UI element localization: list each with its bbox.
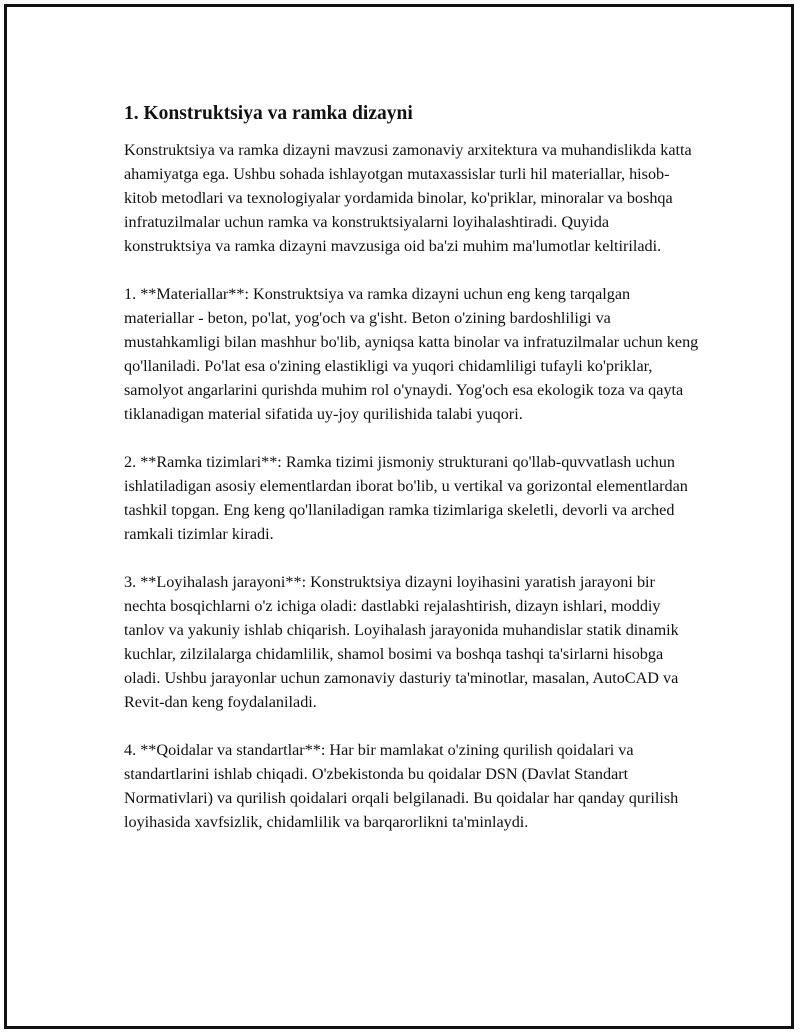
section-heading: 1. Konstruktsiya va ramka dizayni bbox=[124, 103, 413, 124]
design-process-paragraph: 3. **Loyihalash jarayoni**: Konstruktsiya dizayni loyihasini yaratish jarayoni bir nechta bosqichlarni o'z ichiga oladi: dastlabki rejalashtirish, dizayn ishlari, moddiy tanlov va yakuniy ishlab chiqarish. Loyihalash jarayonida muhandislar statik dinamik kuchlar, zilzilalarga chidamlilik, shamol bosimi va boshqa tashqi ta'sirlarni hisobga oladi. Ushbu jarayonlar uchun zamonaviy dasturiy ta'minotlar, masalan, AutoCAD va Revit-dan keng foydalaniladi. bbox=[124, 573, 679, 711]
rules-standards-paragraph: 4. **Qoidalar va standartlar**: Har bir mamlakat o'zining qurilish qoidalari va standartlarini ishlab chiqadi. O'zbekistonda bu qoidalar DSN (Davlat Standart Normativlari) va qurilish qoidalari orqali belgilanadi. Bu qoidalar har qanday qurilish loyihasida xavfsizlik, chidamlilik va barqarorlikni ta'minlaydi. bbox=[124, 741, 679, 831]
page-frame bbox=[4, 4, 794, 1029]
document-body bbox=[124, 102, 699, 858]
intro-paragraph: Konstruktsiya va ramka dizayni mavzusi zamonaviy arxitektura va muhandislikda katta ahamiyatga ega. Ushbu sohada ishlayotgan mutaxassislar turli hil materiallar, hisob-kitob metodlari va texnologiyalar yordamida binolar, ko'priklar, minoralar va boshqa infratuzilmalar uchun ramka va konstruktsiyalarni loyihalashtiradi. Quyida konstruktsiya va ramka dizayni mavzusiga oid ba'zi muhim ma'lumotlar keltiriladi. bbox=[124, 141, 692, 255]
materials-paragraph: 1. **Materiallar**: Konstruktsiya va ramka dizayni uchun eng keng tarqalgan materiallar - beton, po'lat, yog'och va g'isht. Beton o'zining bardoshliligi va mustahkamligi bilan mashhur bo'lib, ayniqsa katta binolar va infratuzilmalar uchun keng qo'llaniladi. Po'lat esa o'zining elastikligi va yuqori chidamliligi tufayli ko'priklar, samolyot angarlarini qurishda muhim rol o'ynaydi. Yog'och esa ekologik toza va qayta tiklanadigan material sifatida uy-joy qurilishida talabi yuqori. bbox=[124, 285, 699, 423]
frame-systems-paragraph: 2. **Ramka tizimlari**: Ramka tizimi jismoniy strukturani qo'llab-quvvatlash uchun ishlatiladigan asosiy elementlardan iborat bo'lib, u vertikal va gorizontal elementlardan tashkil topgan. Eng keng qo'llaniladigan ramka tizimlariga skeletli, devorli va arched ramkali tizimlar kiradi. bbox=[124, 453, 688, 543]
